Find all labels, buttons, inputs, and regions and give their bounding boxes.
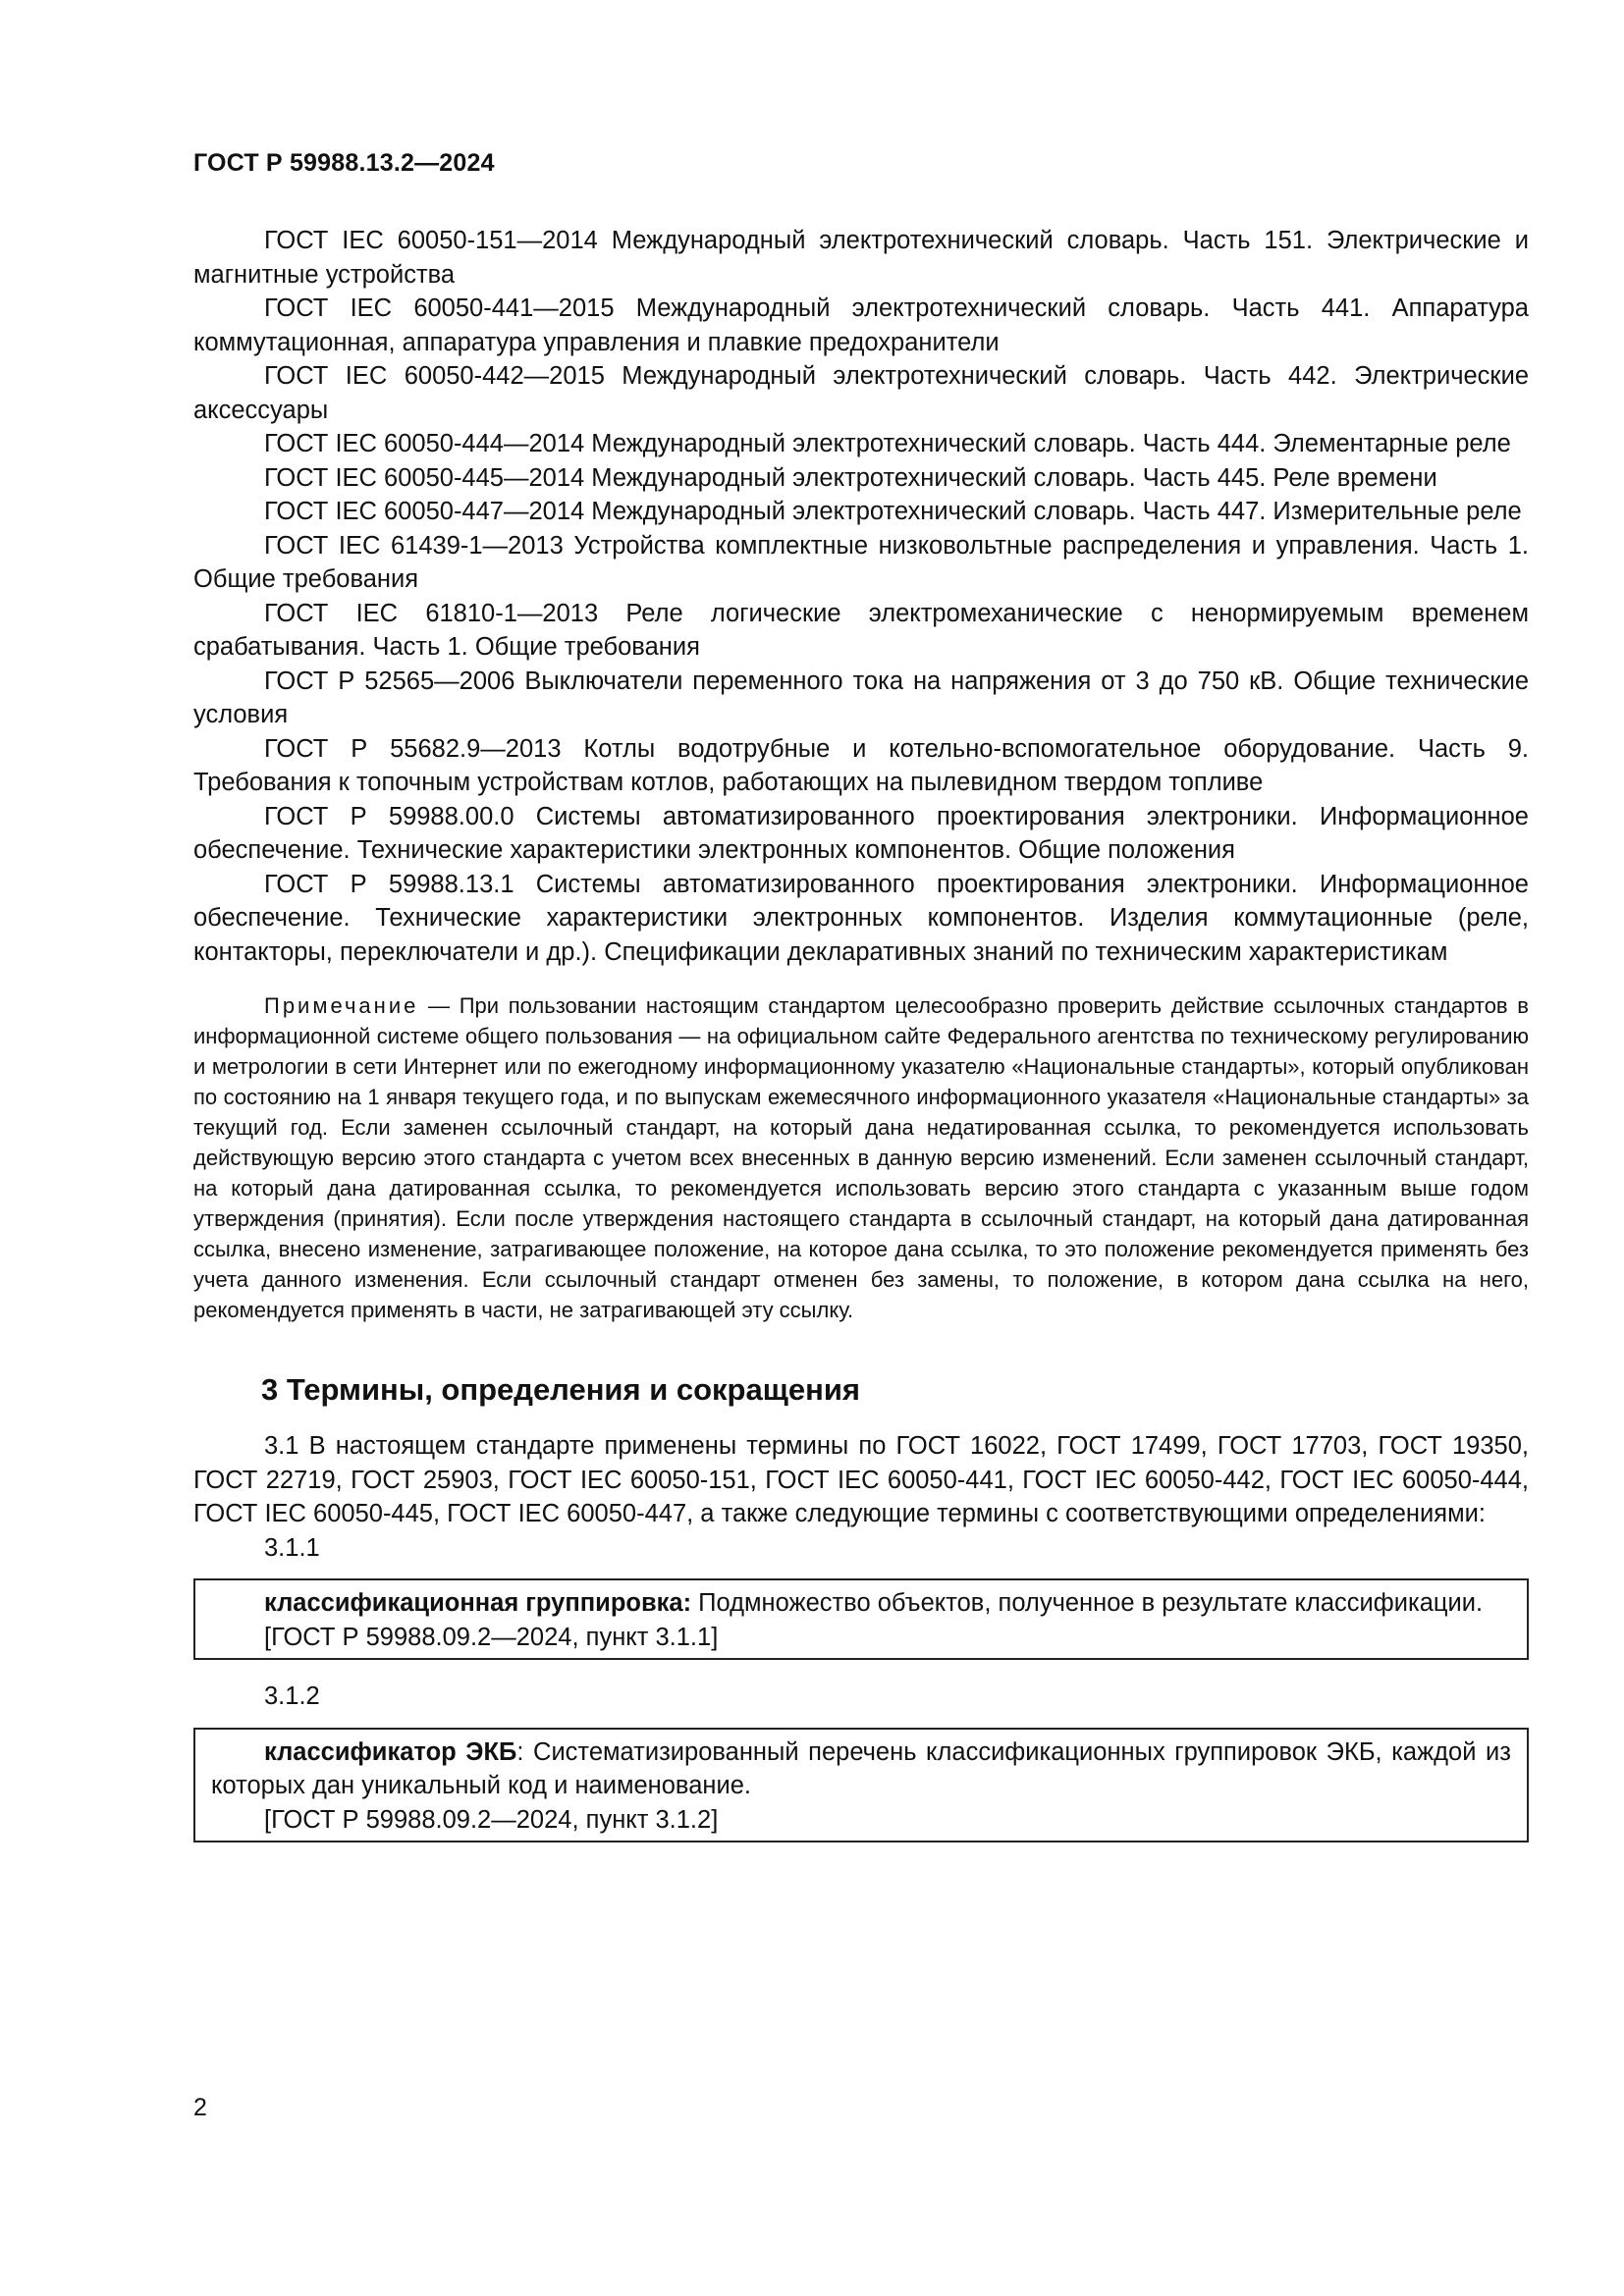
page-number: 2: [193, 2094, 207, 2121]
term-name: классификатор ЭКБ: [264, 1737, 517, 1766]
reference-item: ГОСТ IEC 60050-447—2014 Международный электротехнический словарь. Часть 447. Измерительные реле: [264, 498, 1522, 525]
note-paragraph: [193, 990, 1529, 1325]
term-number: 3.1.1: [264, 1533, 320, 1562]
reference-item: ГОСТ IEC 60050-445—2014 Международный электротехнический словарь. Часть 445. Реле времени: [264, 463, 1437, 492]
reference-item: ГОСТ Р 59988.13.1 Системы автоматизированного проектирования электроники. Информационное обеспечение. Технические характеристики электронных компонентов. Изделия коммутационные (реле, контакторы, переключатели и др.). Спецификации декларативных знаний по техническим характеристикам: [193, 870, 1529, 966]
section-title: 3 Термины, определения и сокращения: [261, 1372, 860, 1407]
term-definition: [211, 1586, 1511, 1621]
reference-item: ГОСТ IEC 60050-442—2015 Международный электротехнический словарь. Часть 442. Электрические аксессуары: [193, 362, 1529, 424]
note-text: — При пользовании настоящим стандартом целесообразно проверить действие ссылочных стандартов в информационной системе общего пользования — на официальном сайте Федерального агентства по техническому регулированию и метрологии в сети Интернет или по ежегодному информационному указателю «Национальные стандарты», который опубликован по состоянию на 1 января текущего года, и по выпускам ежемесячного информационного указателя «Национальные стандарты» за текущий год. Если заменен ссылочный стандарт, на который дана недатированная ссылка, то рекомендуется использовать действующую версию этого стандарта с учетом всех внесенных в данную версию изменений. Если заменен ссылочный стандарт, на который дана датированная ссылка, то рекомендуется использовать версию этого стандарта с указанным выше годом утверждения (принятия). Если после утверждения настоящего стандарта в ссылочный стандарт, на который дана датированная ссылка, внесено изменение, затрагивающее положение, на которое дана ссылка, то это положение рекомендуется применять без учета данного изменения. Если ссылочный стандарт отменен без замены, то положение, в котором дана ссылка на него, рекомендуется применять в части, не затрагивающей эту ссылку.: [193, 993, 1529, 1322]
reference-item: ГОСТ IEC 60050-441—2015 Международный электротехнический словарь. Часть 441. Аппаратура коммутационная, аппаратура управления и плавкие предохранители: [193, 294, 1529, 356]
reference-item: ГОСТ Р 59988.00.0 Системы автоматизированного проектирования электроники. Информационное обеспечение. Технические характеристики электронных компонентов. Общие положения: [193, 802, 1529, 864]
document-header: ГОСТ Р 59988.13.2—2024: [193, 149, 495, 177]
term-definition: [211, 1735, 1511, 1803]
term-source: [ГОСТ Р 59988.09.2—2024, пункт 3.1.1]: [264, 1623, 719, 1651]
page-content: [193, 224, 1529, 1862]
term-source: [ГОСТ Р 59988.09.2—2024, пункт 3.1.2]: [264, 1805, 719, 1834]
section-intro: 3.1 В настоящем стандарте применены термины по ГОСТ 16022, ГОСТ 17499, ГОСТ 17703, ГОСТ 19350, ГОСТ 22719, ГОСТ 25903, ГОСТ IEC 60050-151, ГОСТ IEC 60050-441, ГОСТ IEC 60050-442, ГОСТ IEC 60050-444, ГОСТ IEC 60050-445, ГОСТ IEC 60050-447, а также следующие термины с соответствующими определениями:: [193, 1432, 1529, 1527]
reference-item: ГОСТ IEC 61439-1—2013 Устройства комплектные низковольтные распределения и управления. Часть 1. Общие требования: [193, 531, 1529, 593]
term-text: : Систематизированный перечень классификационных группировок ЭКБ, каждой из которых дан уникальный код и наименование.: [211, 1737, 1511, 1799]
reference-item: ГОСТ IEC 61810-1—2013 Реле логические электромеханические с ненормируемым временем срабатывания. Часть 1. Общие требования: [193, 599, 1529, 661]
reference-item: ГОСТ IEC 60050-444—2014 Международный электротехнический словарь. Часть 444. Элементарные реле: [264, 430, 1511, 457]
reference-item: ГОСТ IEC 60050-151—2014 Международный электротехнический словарь. Часть 151. Электрические и магнитные устройства: [193, 227, 1529, 289]
term-text: Подмножество объектов, полученное в результате классификации.: [691, 1589, 1484, 1617]
reference-item: ГОСТ Р 52565—2006 Выключатели переменного тока на напряжения от 3 до 750 кВ. Общие технические условия: [193, 667, 1529, 728]
term-box: [193, 1578, 1529, 1660]
term-name: классификационная группировка:: [264, 1589, 692, 1617]
term-box: [193, 1728, 1529, 1843]
reference-item: ГОСТ Р 55682.9—2013 Котлы водотрубные и котельно-вспомогательное оборудование. Часть 9. Требования к топочным устройствам котлов, работающих на пылевидном твердом топливе: [193, 734, 1529, 796]
note-label: Примечание: [264, 993, 419, 1018]
term-number: 3.1.2: [264, 1682, 320, 1710]
normative-references-list: [193, 224, 1529, 969]
